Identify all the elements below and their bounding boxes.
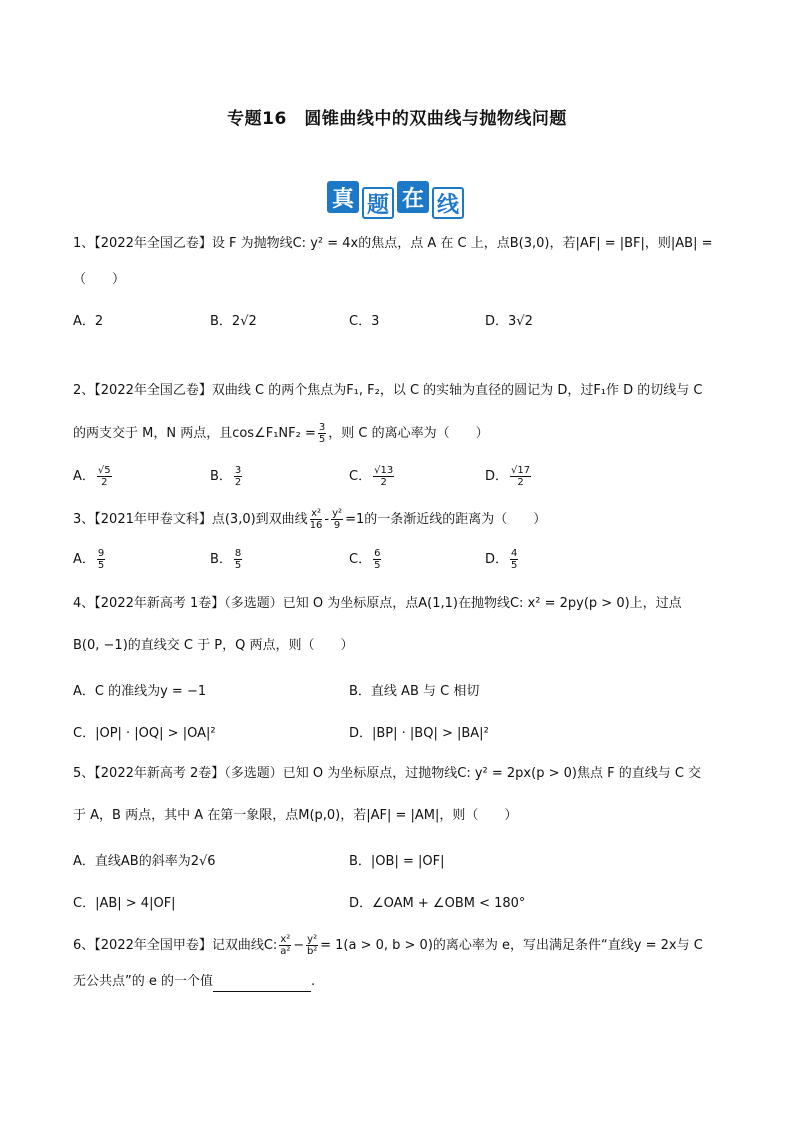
question-6-text-b: = 1(a > 0, b > 0)的离心率为 e，写出满足条件“直线y = 2x与 C	[320, 938, 703, 953]
fraction	[318, 422, 326, 445]
option-c: C． $\frac{√13}{2}$	[349, 465, 394, 488]
answer-blank[interactable]	[213, 977, 311, 992]
question-6-line2	[73, 972, 733, 992]
question-6-source: 6、【2022年全国甲卷】	[73, 938, 212, 953]
question-6: 6、【2022年全国甲卷】记双曲线C: $\frac{\text{x²}}{\text{a²}}$ − $\frac{\text{y²}}{\text{b²}}$ = 1(a > 0, b > 0)的离心率为 e，写出满足条件“直线y = 2x与 C	[73, 934, 703, 957]
page-title: 专题16 圆锥曲线中的双曲线与抛物线问题	[227, 109, 567, 129]
question-4-source: 4、【2022年新高考 1卷】	[73, 596, 225, 611]
question-5-line2: 于 A，B 两点，其中 A 在第一象限，点M(p,0)，若|AF| = |AM|，则（ ）	[73, 808, 518, 823]
option-a: A． $\frac{9}{5}$	[73, 548, 105, 571]
question-2-source: 2、【2022年全国乙卷】	[73, 383, 212, 398]
option-a: A．2	[73, 314, 104, 329]
banner-char-4: 线	[432, 187, 464, 219]
fraction-num: 3	[318, 422, 326, 433]
fraction: $\frac{\text{y²}}{\text{b²}}$	[306, 934, 318, 957]
question-2-line2a: 的两支交于 M，N 两点，且cos∠F₁NF₂ =	[73, 426, 316, 441]
option-d: D．3√2	[485, 314, 533, 329]
option-b: B． $\frac{3}{2}$	[210, 465, 242, 488]
banner-char-1: 真	[327, 181, 359, 213]
question-6-end: .	[311, 974, 316, 989]
option-b: B．2√2	[210, 314, 257, 329]
question-3-source: 3、【2021年甲卷文科】	[73, 512, 212, 527]
question-5	[73, 764, 733, 784]
question-5-source: 5、【2022年新高考 2卷】	[73, 766, 225, 781]
banner-char-2: 题	[362, 187, 394, 219]
option-a: A． $\frac{√5}{2}$	[73, 465, 111, 488]
option-c: C． $\frac{6}{5}$	[349, 548, 381, 571]
option-d: D．|BP| · |BQ| > |BA|²	[349, 726, 489, 741]
question-6-text-a: 记双曲线C:	[211, 938, 278, 953]
question-5-line1: （多选题）已知 O 为坐标原点，过抛物线C: y² = 2px(p > 0)焦点 F 的直线与 C 交	[224, 766, 702, 781]
question-6-line2-text: 无公共点”的 e 的一个值	[73, 974, 213, 989]
question-2-line1: 双曲线 C 的两个焦点为F₁, F₂，以 C 的实轴为直径的圆记为 D，过F₁作 D 的切线与 C	[211, 383, 703, 398]
option-a: A．直线AB的斜率为2√6	[73, 854, 216, 869]
question-1	[73, 234, 733, 254]
option-c: C．|OP| · |OQ| > |OA|²	[73, 726, 216, 741]
question-3: 3、【2021年甲卷文科】点(3,0)到双曲线 $\frac{\text{x²}}{16}$ - $\frac{\text{y²}}{9}$ =1的一条渐近线的距离为（ ）	[73, 508, 547, 531]
option-d: D． $\frac{4}{5}$	[485, 548, 518, 571]
fraction: $\frac{\text{x²}}{16}$	[309, 508, 323, 531]
question-4-line2: B(0, −1)的直线交 C 于 P，Q 两点，则（ ）	[73, 638, 354, 653]
option-b: B．|OB| = |OF|	[349, 854, 445, 869]
banner-char-3: 在	[397, 181, 429, 213]
fraction: $\frac{\text{y²}}{9}$	[332, 508, 343, 531]
question-4-line1: （多选题）已知 O 为坐标原点，点A(1,1)在抛物线C: x² = 2py(p > 0)上，过点	[224, 596, 682, 611]
section-banner	[327, 181, 467, 219]
question-2	[73, 381, 733, 401]
question-2-line2	[73, 422, 733, 445]
question-1-paren: （ ）	[73, 272, 126, 287]
question-2-line2b: ，则 C 的离心率为（ ）	[328, 426, 489, 441]
fraction: $\frac{\text{x²}}{\text{a²}}$	[280, 934, 291, 957]
option-d: D． $\frac{√17}{2}$	[485, 465, 531, 488]
question-1-text: 设 F 为抛物线C: y² = 4x的焦点，点 A 在 C 上，点B(3,0)，若|AF| = |BF|，则|AB| =	[211, 236, 713, 251]
question-3-text-b: =1的一条渐近线的距离为（ ）	[345, 512, 547, 527]
question-3-text-a: 点(3,0)到双曲线	[211, 512, 308, 527]
question-1-source: 1、【2022年全国乙卷】	[73, 236, 212, 251]
option-b: B． $\frac{8}{5}$	[210, 548, 242, 571]
fraction-den: 5	[318, 434, 326, 445]
option-c: C．|AB| > 4|OF|	[73, 896, 176, 911]
option-d: D．∠OAM + ∠OBM < 180°	[349, 896, 526, 911]
option-b: B．直线 AB 与 C 相切	[349, 684, 480, 699]
option-a: A．C 的准线为y = −1	[73, 684, 207, 699]
option-c: C．3	[349, 314, 380, 329]
question-4	[73, 594, 733, 614]
